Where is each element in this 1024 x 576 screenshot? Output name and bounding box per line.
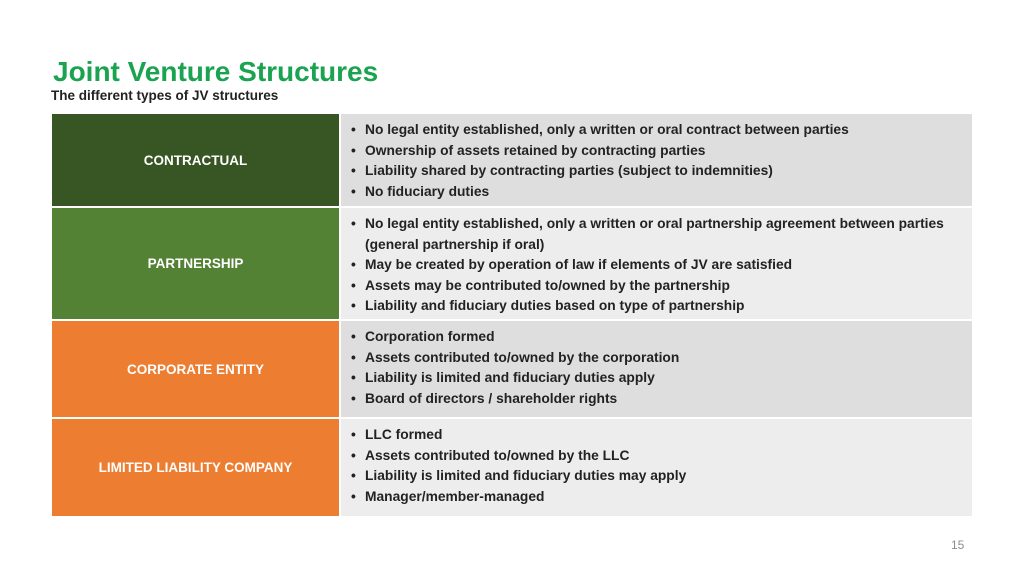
row-description-partnership: [341, 208, 972, 319]
row-description-llc: [341, 419, 972, 516]
list-item: • Liability is limited and fiduciary duties may apply: [351, 466, 952, 487]
list-item: • Corporation formed: [351, 327, 952, 348]
page-title: Joint Venture Structures: [53, 56, 379, 87]
jv-structures-table: [52, 114, 972, 516]
list-item: • Liability is limited and fiduciary duties apply: [351, 368, 952, 389]
row-label-corporate-entity: CORPORATE ENTITY: [52, 321, 339, 417]
list-item: • Liability and fiduciary duties based on type of partnership: [351, 296, 952, 317]
bullet-list: [351, 425, 952, 507]
list-item: • LLC formed: [351, 425, 952, 446]
table-row-contractual: [52, 114, 972, 206]
list-item: • May be created by operation of law if elements of JV are satisfied: [351, 255, 952, 276]
row-description-contractual: [341, 114, 972, 206]
list-item: • No fiduciary duties: [351, 182, 952, 203]
row-label-partnership: PARTNERSHIP: [52, 208, 339, 319]
bullet-list: [351, 120, 952, 202]
table-row-corporate-entity: [52, 319, 972, 417]
table-row-llc: [52, 417, 972, 516]
table-row-partnership: [52, 206, 972, 319]
row-description-corporate-entity: [341, 321, 972, 417]
page-subtitle: The different types of JV structures: [51, 88, 279, 103]
list-item: • Manager/member-managed: [351, 487, 952, 508]
row-label-llc: LIMITED LIABILITY COMPANY: [52, 419, 339, 516]
list-item: • Assets may be contributed to/owned by the partnership: [351, 276, 952, 297]
list-item: • Assets contributed to/owned by the corporation: [351, 348, 952, 369]
page-number: 15: [951, 538, 965, 552]
bullet-list: [351, 327, 952, 409]
list-item: • No legal entity established, only a written or oral contract between parties: [351, 120, 952, 141]
row-label-contractual: CONTRACTUAL: [52, 114, 339, 206]
list-item: • Board of directors / shareholder rights: [351, 389, 952, 410]
list-item: • Liability shared by contracting parties (subject to indemnities): [351, 161, 952, 182]
list-item: • Ownership of assets retained by contracting parties: [351, 141, 952, 162]
list-item: • No legal entity established, only a written or oral partnership agreement between parties (general partnership if oral): [351, 214, 952, 255]
list-item: • Assets contributed to/owned by the LLC: [351, 446, 952, 467]
bullet-list: [351, 214, 952, 317]
